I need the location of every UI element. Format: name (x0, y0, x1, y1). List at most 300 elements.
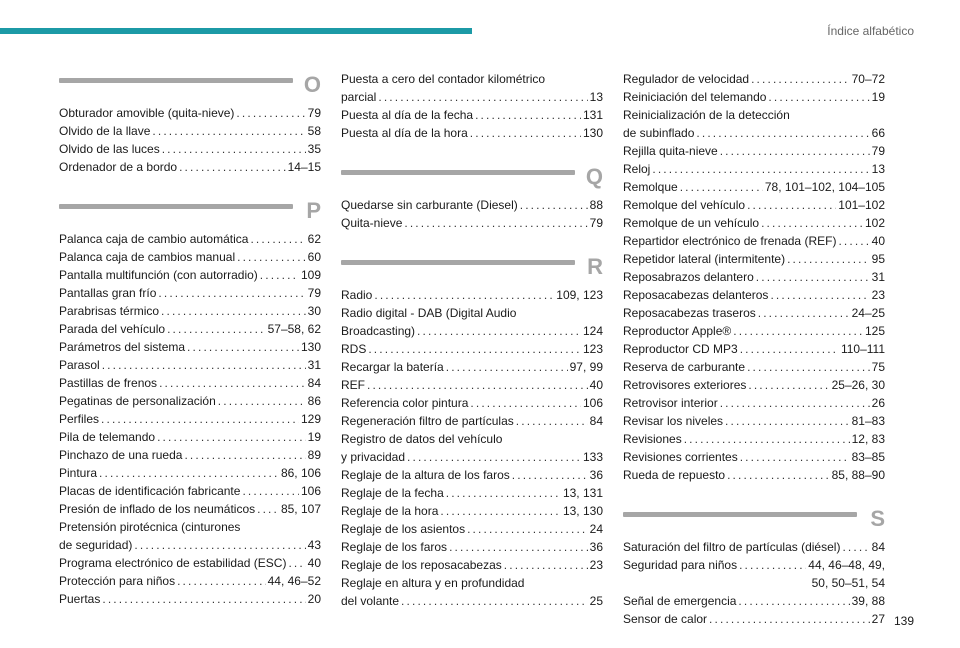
entry-term: de seguridad) (59, 538, 133, 552)
index-entry (341, 412, 603, 430)
index-entry (341, 466, 603, 484)
section-rule (623, 512, 857, 517)
entry-pages: 36 (589, 468, 603, 482)
entry-term: Reglaje de la fecha (341, 486, 444, 500)
dot-leader (761, 214, 863, 232)
dot-leader (440, 502, 561, 520)
entry-pages: 110–111 (840, 342, 885, 356)
entry-term: Reglaje de la hora (341, 504, 439, 518)
dot-leader (242, 482, 299, 500)
dot-leader (177, 572, 266, 590)
index-entry (59, 446, 321, 464)
dot-leader (257, 500, 279, 518)
entry-term: Reglaje de los faros (341, 540, 448, 554)
dot-leader (260, 266, 299, 284)
entry-pages: 86 (307, 394, 321, 408)
dot-leader (751, 70, 850, 88)
index-entry (623, 268, 885, 286)
entry-term: Obturador amovible (quita-nieve) (59, 106, 235, 120)
entry-term: Reglaje de los asientos (341, 522, 466, 536)
entry-pages: 40 (871, 234, 885, 248)
dot-leader (512, 466, 588, 484)
entry-term: de subinflado (623, 126, 695, 140)
entry-pages: 109, 123 (556, 288, 603, 302)
entry-term: Parada del vehículo (59, 322, 166, 336)
dot-leader (520, 196, 588, 214)
index-entry (341, 106, 603, 124)
entry-term: parcial (341, 90, 377, 104)
index-entry (623, 160, 885, 178)
entry-term: Retrovisores exteriores (623, 378, 747, 392)
entry-term: Reposabrazos delantero (623, 270, 754, 284)
index-entry (623, 592, 885, 610)
index-section-r (341, 252, 603, 610)
index-column-1 (59, 70, 321, 628)
entry-term: Sensor de calor (623, 612, 708, 626)
index-section-q (341, 162, 603, 232)
entry-pages: 20 (307, 592, 321, 606)
index-section-s (623, 504, 885, 628)
entry-pages: 84 (589, 414, 603, 428)
entry-pages: 24 (589, 522, 603, 536)
entry-term: Reiniciación del telemando (623, 90, 767, 104)
entry-pages: 97, 99 (569, 360, 603, 374)
dot-leader (740, 340, 839, 358)
header-title: Índice alfabético (827, 24, 914, 38)
entry-term: Programa electrónico de estabilidad (ESC) (59, 556, 287, 570)
entry-list (59, 104, 321, 176)
dot-leader (516, 412, 588, 430)
section-heading (341, 252, 603, 282)
entry-pages: 13, 131 (562, 486, 603, 500)
dot-leader (161, 302, 306, 320)
entry-pages: 12, 83 (851, 432, 885, 446)
dot-leader (250, 230, 305, 248)
index-entry (623, 178, 885, 196)
index-entry (59, 122, 321, 140)
entry-term: Puesta al día de la hora (341, 126, 468, 140)
dot-leader (184, 446, 305, 464)
entry-pages: 84 (307, 376, 321, 390)
entry-list (623, 538, 885, 628)
entry-pages: 133 (582, 450, 603, 464)
entry-term: Pila de telemando (59, 430, 156, 444)
entry-pages: 88 (589, 198, 603, 212)
dot-leader (102, 590, 305, 608)
entry-term: Ordenador de a bordo (59, 160, 178, 174)
dot-leader (684, 430, 850, 448)
index-entry (341, 394, 603, 412)
entry-pages: 79 (307, 106, 321, 120)
entry-term: Broadcasting) (341, 324, 416, 338)
index-entry (341, 214, 603, 232)
entry-pages: 23 (871, 288, 885, 302)
entry-pages: 35 (307, 142, 321, 156)
index-entry (623, 88, 885, 106)
index-entry (59, 302, 321, 320)
index-entry (59, 248, 321, 266)
dot-leader (475, 106, 581, 124)
entry-pages: 40 (307, 556, 321, 570)
index-entry (623, 610, 885, 628)
entry-pages: 78, 101–102, 104–105 (764, 180, 885, 194)
index-entry (59, 284, 321, 302)
entry-pages: 89 (307, 448, 321, 462)
dot-leader (748, 376, 829, 394)
dot-leader (680, 178, 763, 196)
entry-term: Puertas (59, 592, 101, 606)
entry-pages: 102 (864, 216, 885, 230)
entry-term: Saturación del filtro de partículas (diésel) (623, 540, 841, 554)
entry-term: Referencia color pintura (341, 396, 469, 410)
dot-leader (467, 520, 588, 538)
index-entry (341, 484, 603, 502)
entry-pages: 25–26, 30 (831, 378, 885, 392)
dot-leader (179, 158, 286, 176)
index-entry (341, 448, 603, 466)
dot-leader (167, 320, 266, 338)
dot-leader (770, 286, 869, 304)
section-rule (341, 170, 575, 175)
entry-pages: 86, 106 (280, 466, 321, 480)
entry-term: Protección para niños (59, 574, 176, 588)
index-section-o (59, 70, 321, 176)
index-entry (341, 124, 603, 142)
entry-pages: 26 (871, 396, 885, 410)
index-entry (59, 464, 321, 482)
index-entry (59, 500, 321, 518)
entry-pages-continued: 50, 50–51, 54 (811, 576, 885, 590)
index-entry (623, 142, 885, 160)
index-entry (623, 538, 885, 556)
dot-leader (720, 394, 870, 412)
index-entry (341, 520, 603, 538)
index-entry (623, 286, 885, 304)
entry-term: Pantalla multifunción (con autorradio) (59, 268, 258, 282)
dot-leader (446, 484, 561, 502)
dot-leader (738, 592, 849, 610)
entry-term: Palanca caja de cambio automática (59, 232, 249, 246)
entry-term: Rejilla quita-nieve (623, 144, 718, 158)
dot-leader (838, 232, 869, 250)
index-entry (59, 356, 321, 374)
index-entry (59, 320, 321, 338)
index-entry (341, 376, 603, 394)
index-entry (341, 322, 603, 340)
index-entry (59, 590, 321, 608)
dot-leader (652, 160, 869, 178)
entry-pages: 79 (589, 216, 603, 230)
index-entry (623, 70, 885, 88)
section-letter: Q (585, 164, 603, 189)
entry-list (623, 70, 885, 484)
index-entry (59, 104, 321, 122)
page-number: 139 (893, 614, 914, 628)
dot-leader (756, 268, 870, 286)
index-entry (59, 338, 321, 356)
entry-term: Quedarse sin carburante (Diesel) (341, 198, 518, 212)
entry-term: Regeneración filtro de partículas (341, 414, 514, 428)
entry-pages: 13 (871, 162, 885, 176)
entry-pages: 39, 88 (851, 594, 885, 608)
index-entry-lead: Reinicialización de la detección (623, 108, 790, 122)
index-entry-lead: Reglaje en altura y en profundidad (341, 576, 525, 590)
entry-pages: 24–25 (851, 306, 885, 320)
index-entry (59, 266, 321, 284)
dot-leader (374, 286, 554, 304)
dot-leader (99, 464, 279, 482)
entry-term: Pinchazo de una rueda (59, 448, 183, 462)
entry-term: Olvido de la llave (59, 124, 151, 138)
entry-pages: 30 (307, 304, 321, 318)
index-entry (623, 430, 885, 448)
dot-leader (218, 392, 306, 410)
entry-term: Parasol (59, 358, 100, 372)
entry-pages: 79 (871, 144, 885, 158)
entry-term: Parabrisas térmico (59, 304, 160, 318)
entry-pages: 101–102 (838, 198, 885, 212)
entry-pages: 85, 88–90 (831, 468, 885, 482)
entry-term: Retrovisor interior (623, 396, 718, 410)
entry-pages: 60 (307, 250, 321, 264)
index-entry (623, 250, 885, 268)
dot-leader (787, 250, 870, 268)
entry-pages: 125 (864, 324, 885, 338)
dot-leader (158, 284, 305, 302)
entry-term: Reproductor CD MP3 (623, 342, 738, 356)
entry-term: Puesta al día de la fecha (341, 108, 474, 122)
entry-list (59, 230, 321, 608)
entry-term: Reserva de carburante (623, 360, 746, 374)
index-entry (623, 412, 885, 430)
dot-leader (367, 376, 588, 394)
index-entry-lead: Radio digital - DAB (Digital Audio (341, 306, 517, 320)
index-entry (623, 376, 885, 394)
entry-term: Palanca caja de cambios manual (59, 250, 236, 264)
index-entry (623, 466, 885, 484)
dot-leader (407, 448, 581, 466)
entry-pages: 62 (307, 232, 321, 246)
dot-leader (733, 322, 863, 340)
index-entry (59, 230, 321, 248)
entry-pages: 13, 130 (562, 504, 603, 518)
entry-pages: 40 (589, 378, 603, 392)
dot-leader (288, 554, 305, 572)
dot-leader (237, 248, 306, 266)
index-entry (623, 196, 885, 214)
dot-leader (470, 124, 581, 142)
index-entry (341, 538, 603, 556)
dot-leader (157, 428, 306, 446)
index-entry (623, 124, 885, 142)
index-entry (341, 502, 603, 520)
entry-pages: 57–58, 62 (267, 322, 321, 336)
header-accent-bar (0, 28, 472, 34)
dot-leader (768, 88, 869, 106)
section-letter: S (870, 506, 885, 531)
entry-pages: 44, 46–48, 49, (808, 558, 885, 572)
section-rule (341, 260, 575, 265)
entry-term: Señal de emergencia (623, 594, 737, 608)
index-column-3 (623, 70, 885, 648)
index-entry (623, 358, 885, 376)
section-letter: O (303, 72, 321, 97)
entry-term: Regulador de velocidad (623, 72, 750, 86)
index-entry (59, 428, 321, 446)
dot-leader (162, 140, 306, 158)
entry-pages: 129 (300, 412, 321, 426)
index-entry (341, 340, 603, 358)
index-entry (341, 556, 603, 574)
dot-leader (709, 610, 870, 628)
dot-leader (449, 538, 588, 556)
entry-pages: 25 (589, 594, 603, 608)
dot-leader (504, 556, 588, 574)
dot-leader (725, 412, 850, 430)
index-entry (623, 340, 885, 358)
entry-pages: 106 (300, 484, 321, 498)
entry-pages: 109 (300, 268, 321, 282)
section-heading (59, 196, 321, 226)
entry-term: REF (341, 378, 365, 392)
index-entry (341, 88, 603, 106)
dot-leader (152, 122, 305, 140)
entry-term: Reloj (623, 162, 651, 176)
entry-term: Repetidor lateral (intermitente) (623, 252, 786, 266)
index-entry (623, 556, 885, 574)
dot-leader (401, 592, 588, 610)
dot-leader (187, 338, 299, 356)
dot-leader (404, 214, 587, 232)
entry-term: Recargar la batería (341, 360, 444, 374)
entry-term: Quita-nieve (341, 216, 403, 230)
entry-term: Revisar los niveles (623, 414, 724, 428)
entry-pages: 123 (582, 342, 603, 356)
entry-term: y privacidad (341, 450, 406, 464)
dot-leader (842, 538, 869, 556)
entry-term: Reglaje de la altura de los faros (341, 468, 510, 482)
entry-list (341, 196, 603, 232)
entry-term: Placas de identificación fabricante (59, 484, 241, 498)
index-entry (59, 482, 321, 500)
entry-pages: 130 (300, 340, 321, 354)
index-entry (59, 572, 321, 590)
index-section-continued (623, 70, 885, 484)
dot-leader (446, 358, 568, 376)
entry-pages: 130 (582, 126, 603, 140)
entry-term: Remolque de un vehículo (623, 216, 760, 230)
dot-leader (720, 142, 870, 160)
entry-term: RDS (341, 342, 367, 356)
index-entry-lead: Pretensión pirotécnica (cinturones (59, 520, 241, 534)
dot-leader (747, 358, 870, 376)
entry-term: Perfiles (59, 412, 100, 426)
entry-term: Radio (341, 288, 373, 302)
index-entry (623, 304, 885, 322)
entry-pages: 81–83 (851, 414, 885, 428)
dot-leader (236, 104, 305, 122)
entry-term: Parámetros del sistema (59, 340, 186, 354)
entry-pages: 75 (871, 360, 885, 374)
entry-pages: 84 (871, 540, 885, 554)
entry-term: Seguridad para niños (623, 558, 738, 572)
entry-term: Remolque (623, 180, 678, 194)
index-entry (341, 286, 603, 304)
entry-term: Olvido de las luces (59, 142, 160, 156)
index-entry (59, 410, 321, 428)
entry-pages: 85, 107 (280, 502, 321, 516)
index-entry (59, 158, 321, 176)
entry-term: Reglaje de los reposacabezas (341, 558, 502, 572)
dot-leader (740, 448, 850, 466)
entry-pages: 44, 46–52 (267, 574, 321, 588)
entry-pages: 70–72 (851, 72, 885, 86)
entry-pages: 58 (307, 124, 321, 138)
index-entry-lead: Puesta a cero del contador kilométrico (341, 72, 546, 86)
entry-term: Remolque del vehículo (623, 198, 746, 212)
entry-pages: 95 (871, 252, 885, 266)
entry-pages: 14–15 (287, 160, 321, 174)
dot-leader (417, 322, 581, 340)
section-rule (59, 78, 293, 83)
entry-term: Pastillas de frenos (59, 376, 158, 390)
dot-leader (378, 88, 587, 106)
index-column-2 (341, 70, 603, 630)
entry-pages: 36 (589, 540, 603, 554)
index-entry-lead: Registro de datos del vehículo (341, 432, 503, 446)
entry-pages: 27 (871, 612, 885, 626)
entry-term: Repartidor electrónico de frenada (REF) (623, 234, 837, 248)
index-entry (623, 394, 885, 412)
entry-term: Pegatinas de personalización (59, 394, 216, 408)
entry-pages: 43 (307, 538, 321, 552)
entry-pages: 83–85 (851, 450, 885, 464)
dot-leader (134, 536, 305, 554)
entry-pages: 124 (582, 324, 603, 338)
entry-pages: 79 (307, 286, 321, 300)
dot-leader (747, 196, 836, 214)
index-entry (623, 214, 885, 232)
dot-leader (159, 374, 306, 392)
index-entry (59, 392, 321, 410)
index-entry (59, 374, 321, 392)
index-section-p (59, 196, 321, 608)
index-section-continued (341, 70, 603, 142)
entry-term: Reposacabezas delanteros (623, 288, 769, 302)
section-heading (623, 504, 885, 534)
index-entry (59, 140, 321, 158)
section-letter: P (306, 198, 321, 223)
index-entry (623, 232, 885, 250)
section-rule (59, 204, 293, 209)
entry-term: Rueda de repuesto (623, 468, 726, 482)
dot-leader (101, 410, 299, 428)
entry-list (341, 286, 603, 610)
index-entry (59, 554, 321, 572)
entry-pages: 19 (871, 90, 885, 104)
index-entry (59, 536, 321, 554)
entry-pages: 131 (582, 108, 603, 122)
entry-pages: 31 (871, 270, 885, 284)
entry-term: Revisiones corrientes (623, 450, 738, 464)
section-letter: R (587, 254, 603, 279)
entry-term: del volante (341, 594, 400, 608)
dot-leader (758, 304, 850, 322)
entry-term: Pantallas gran frío (59, 286, 157, 300)
dot-leader (368, 340, 581, 358)
dot-leader (696, 124, 869, 142)
entry-pages: 106 (582, 396, 603, 410)
